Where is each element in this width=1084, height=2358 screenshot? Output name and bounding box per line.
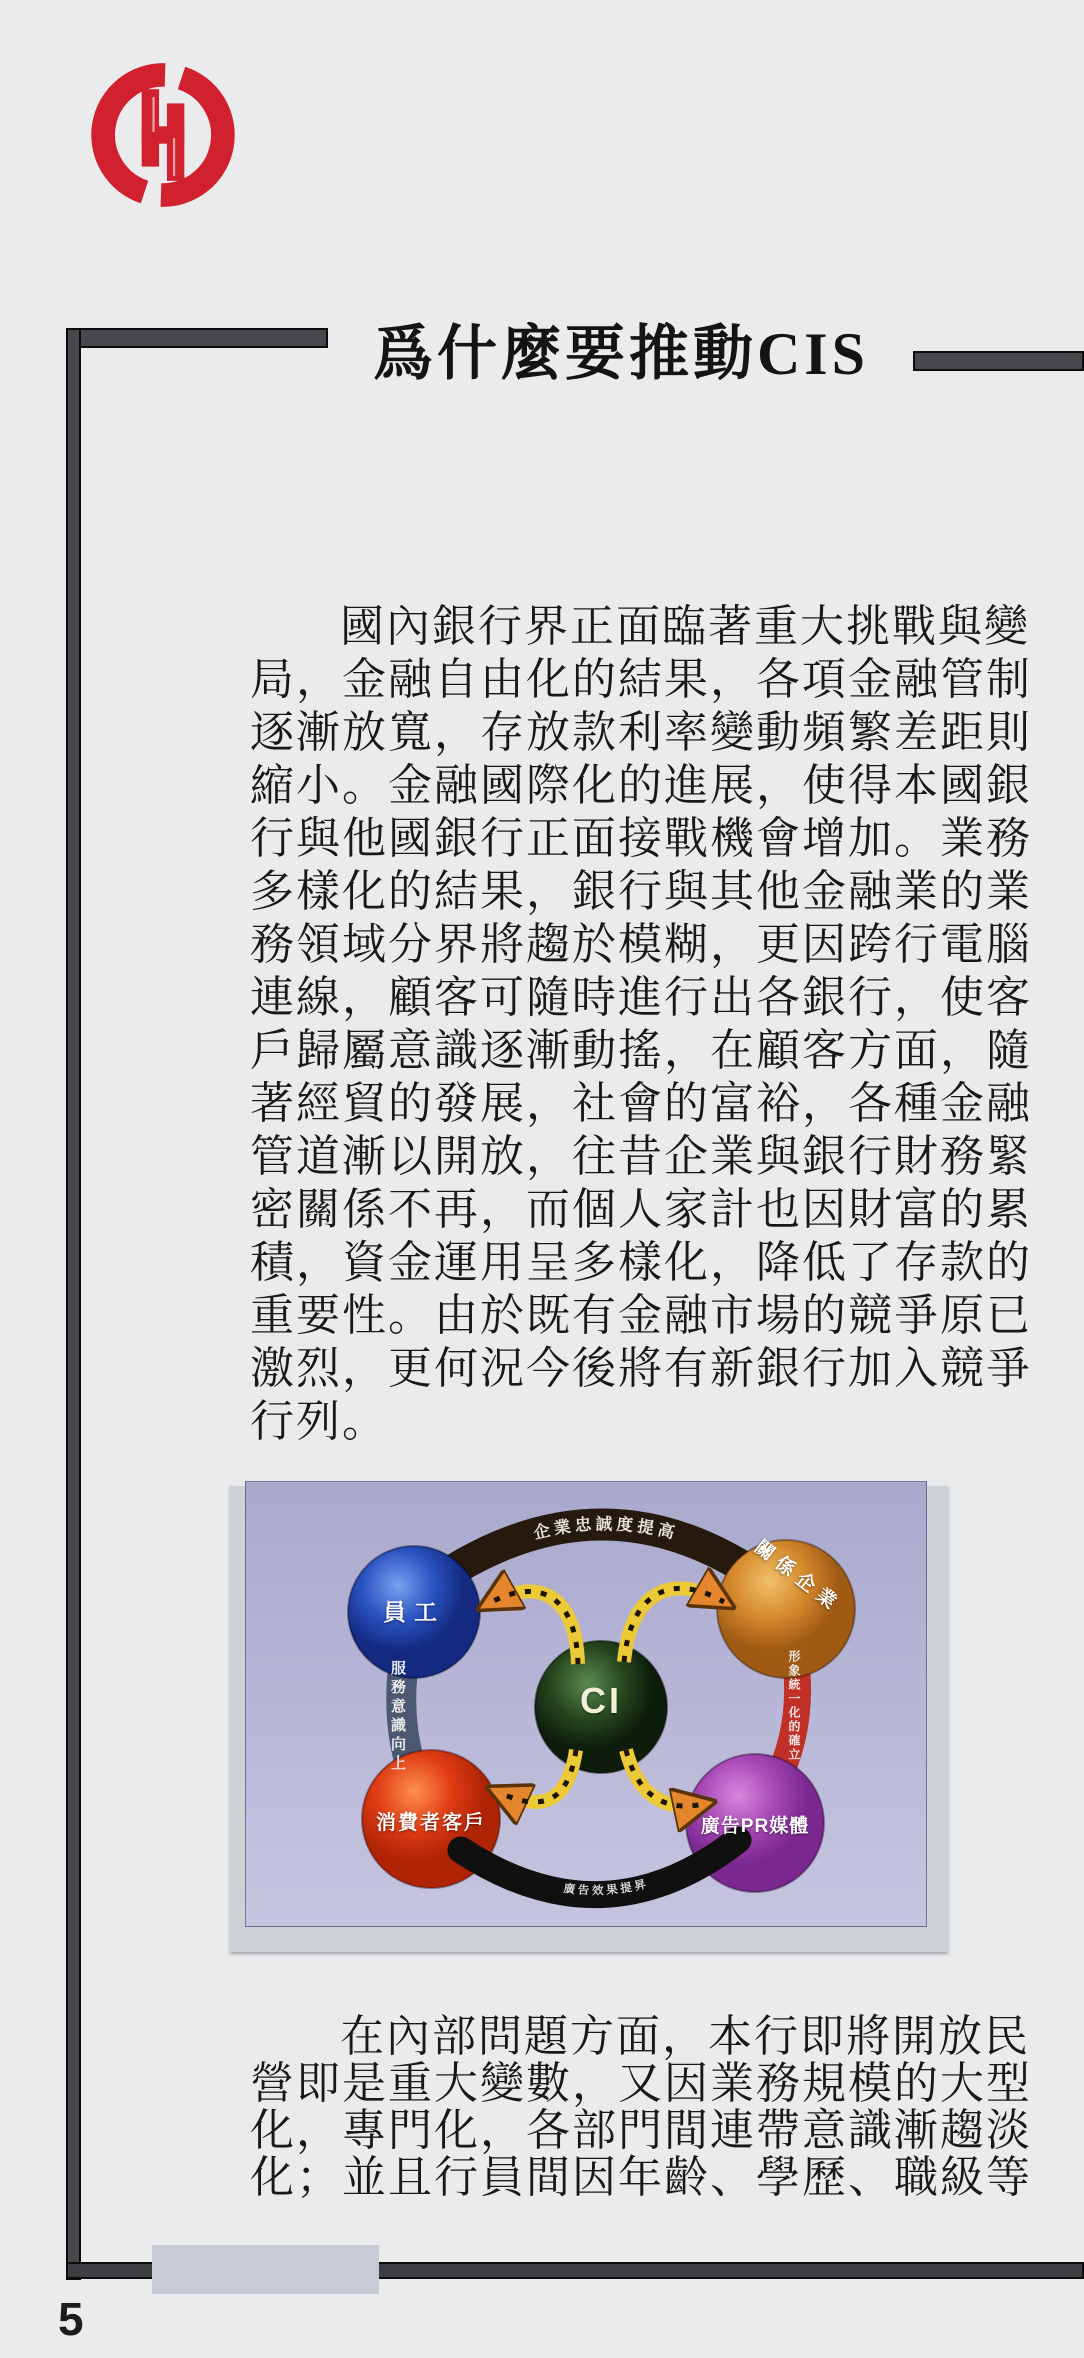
body-text-line: 化，專門化，各部門間連帶意識漸趨淡	[250, 2106, 1032, 2155]
body-text-line: 積，資金運用呈多樣化，降低了存款的	[250, 1238, 1032, 1287]
ci-arrow-to-related	[624, 1588, 724, 1662]
body-text-line: 重要性。由於既有金融市場的競爭原已	[250, 1291, 1032, 1340]
page-title: 爲什麼要推動CIS	[372, 321, 870, 387]
bank-logo-icon	[84, 52, 242, 218]
link-bottom-label: 廣告效果提昇	[562, 1877, 651, 1898]
body-text-line: 激烈，更何況今後將有新銀行加入競爭	[250, 1344, 1032, 1393]
link-left-label: 服務意識向上	[389, 1660, 406, 1774]
node-related-companies-label: 關係企業	[750, 1536, 846, 1618]
link-right-label: 形象統一化的確立	[787, 1650, 801, 1762]
node-consumers-label: 消費者客戶	[376, 1812, 486, 1834]
node-ci-label: CI	[580, 1680, 622, 1721]
body-text-line: 局，金融自由化的結果，各項金融管制	[250, 655, 1032, 704]
body-text-line: 在內部問題方面，本行即將開放民	[340, 2012, 1030, 2061]
cis-diagram-photo	[245, 1481, 927, 1927]
body-text-line: 行列。	[250, 1397, 388, 1446]
body-text-line: 著經貿的發展，社會的富裕，各種金融	[250, 1079, 1032, 1128]
tape-patch	[152, 2245, 379, 2294]
body-text-line: 逐漸放寬，存放款利率變動頻繁差距則	[250, 708, 1032, 757]
node-employees-label: 員工	[383, 1599, 445, 1625]
body-text-line: 縮小。金融國際化的進展，使得本國銀	[250, 761, 1032, 810]
body-text-line: 營即是重大變數，又因業務規模的大型	[250, 2059, 1032, 2108]
body-text-line: 密關係不再，而個人家計也因財富的累	[250, 1185, 1032, 1234]
body-text-line: 國內銀行界正面臨著重大挑戰與變	[340, 602, 1030, 651]
page-number: 5	[58, 2293, 84, 2345]
title-divider-left	[66, 328, 328, 348]
title-divider-right	[913, 351, 1084, 371]
body-text-line: 管道漸以開放，往昔企業與銀行財務緊	[250, 1132, 1032, 1181]
body-text-line: 多樣化的結果，銀行與其他金融業的業	[250, 867, 1032, 916]
node-ad-pr-media-label: 廣告PR媒體	[700, 1816, 810, 1837]
link-top-label: 企業忠誠度提高	[531, 1515, 681, 1544]
body-text-line: 務領域分界將趨於模糊，更因跨行電腦	[250, 920, 1032, 969]
body-text-line: 戶歸屬意識逐漸動搖，在顧客方面，隨	[250, 1026, 1032, 1075]
body-text-line: 連線，顧客可隨時進行出各銀行，使客	[250, 973, 1032, 1022]
frame-left-bar	[66, 328, 81, 2280]
body-text-line: 行與他國銀行正面接戰機會增加。業務	[250, 814, 1032, 863]
body-text-line: 化；並且行員間因年齡、學歷、職級等	[250, 2153, 1032, 2202]
